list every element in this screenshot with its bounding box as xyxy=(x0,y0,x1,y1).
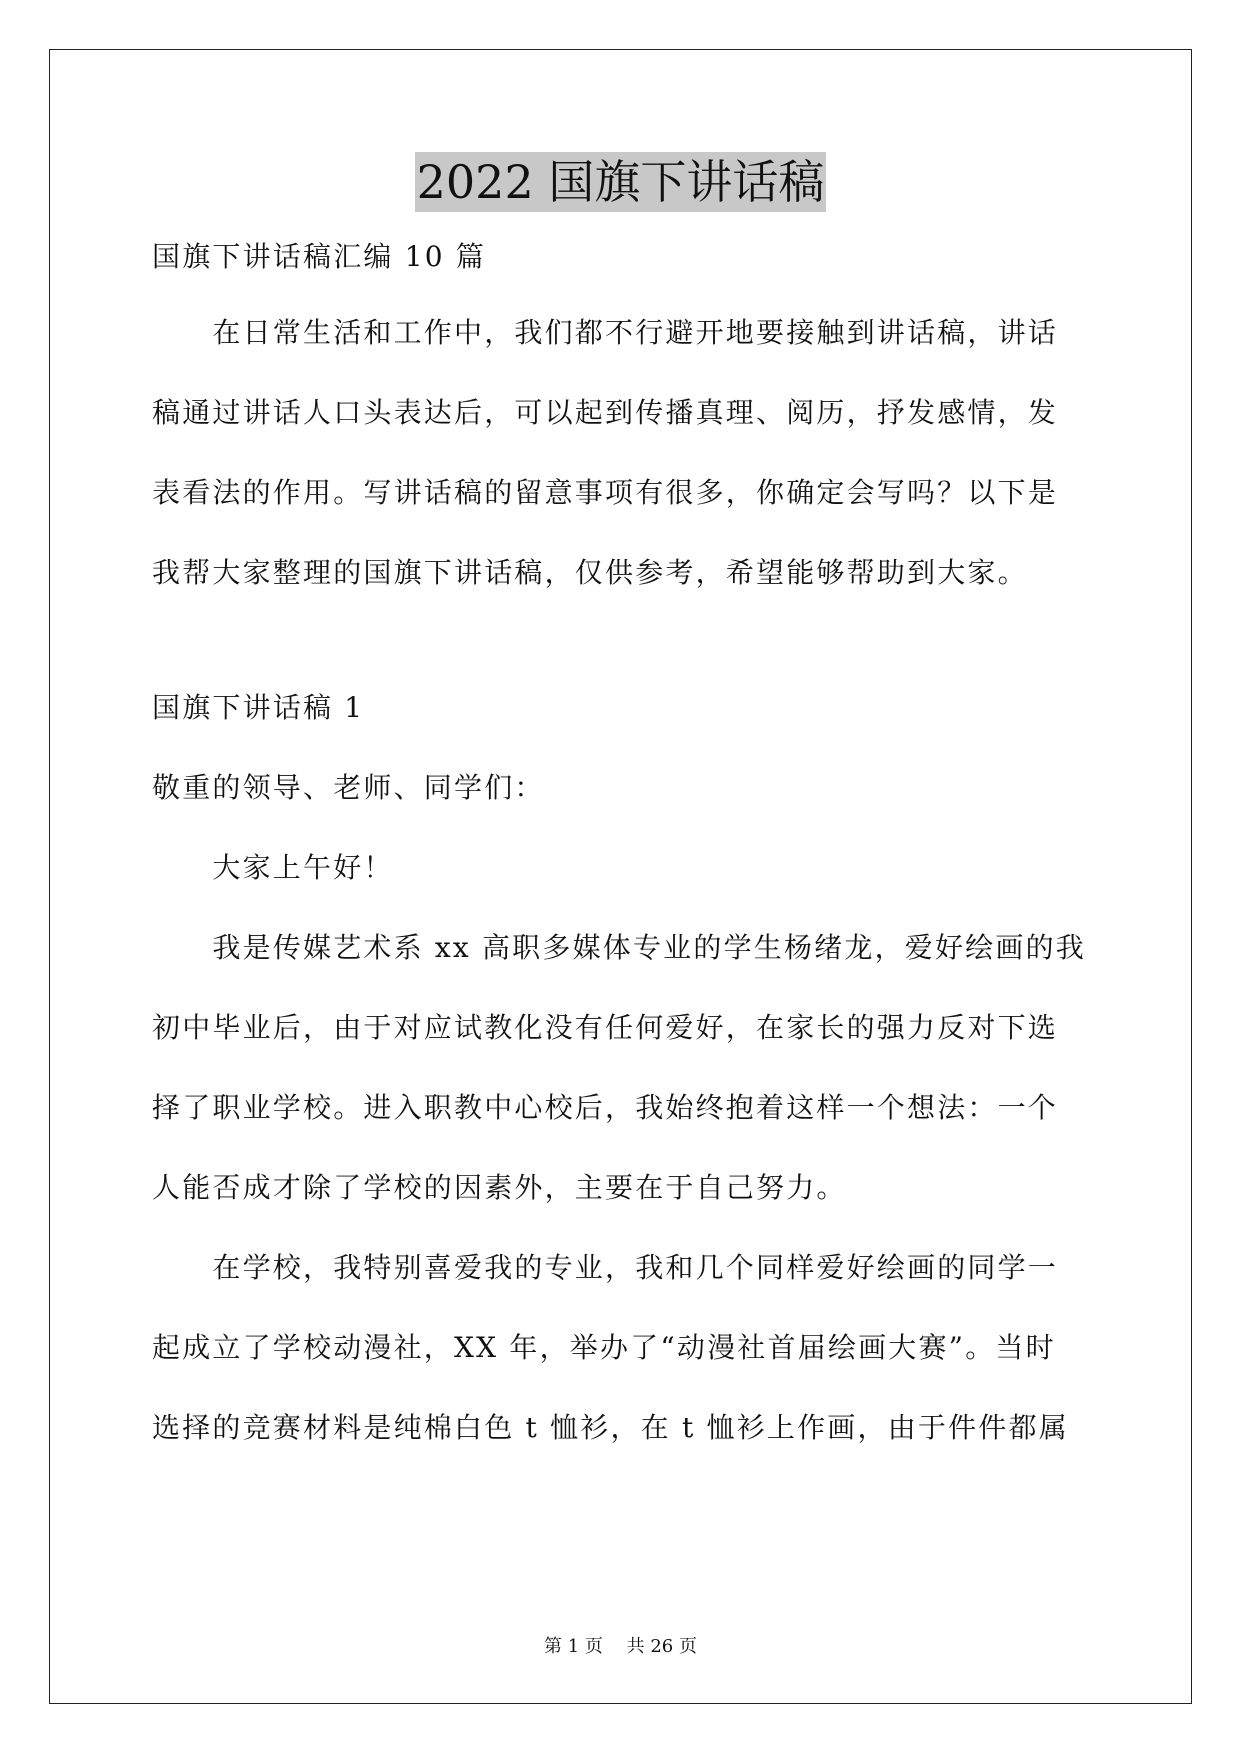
document-title: 2022 国旗下讲话稿 xyxy=(415,152,827,212)
paragraph-line: 稿通过讲话人口头表达后，可以起到传播真理、阅历，抒发感情，发 xyxy=(152,396,1059,429)
page-footer: 第 1 页 共 26 页 xyxy=(544,1636,697,1657)
paragraph-line: 人能否成才除了学校的因素外，主要在于自己努力。 xyxy=(152,1171,847,1204)
paragraph-line: 起成立了学校动漫社，XX 年，举办了“动漫社首届绘画大赛”。当时 xyxy=(152,1331,1056,1364)
paragraph-line: 择了职业学校。进入职教中心校后，我始终抱着这样一个想法：一个 xyxy=(152,1091,1059,1124)
paragraph-line: 表看法的作用。写讲话稿的留意事项有很多，你确定会写吗？以下是 xyxy=(152,476,1059,509)
title-wrap xyxy=(0,152,1241,212)
paragraph-line: 在学校，我特别喜爱我的专业，我和几个同样爱好绘画的同学一 xyxy=(152,1251,1059,1284)
paragraph-line: 在日常生活和工作中，我们都不行避开地要接触到讲话稿，讲话 xyxy=(152,316,1059,349)
paragraph-line: 我帮大家整理的国旗下讲话稿，仅供参考，希望能够帮助到大家。 xyxy=(152,556,1028,589)
paragraph-line: 我是传媒艺术系 xx 高职多媒体专业的学生杨绪龙，爱好绘画的我 xyxy=(152,931,1086,964)
greeting-line: 大家上午好！ xyxy=(152,851,394,884)
paragraph-line: 选择的竞赛材料是纯棉白色 t 恤衫，在 t 恤衫上作画，由于件件都属 xyxy=(152,1411,1069,1444)
paragraph-line: 初中毕业后，由于对应试教化没有任何爱好，在家长的强力反对下选 xyxy=(152,1011,1059,1044)
section-heading: 国旗下讲话稿 1 xyxy=(152,691,365,724)
salutation-line: 敬重的领导、老师、同学们： xyxy=(152,771,545,804)
subtitle-line: 国旗下讲话稿汇编 10 篇 xyxy=(152,240,487,273)
